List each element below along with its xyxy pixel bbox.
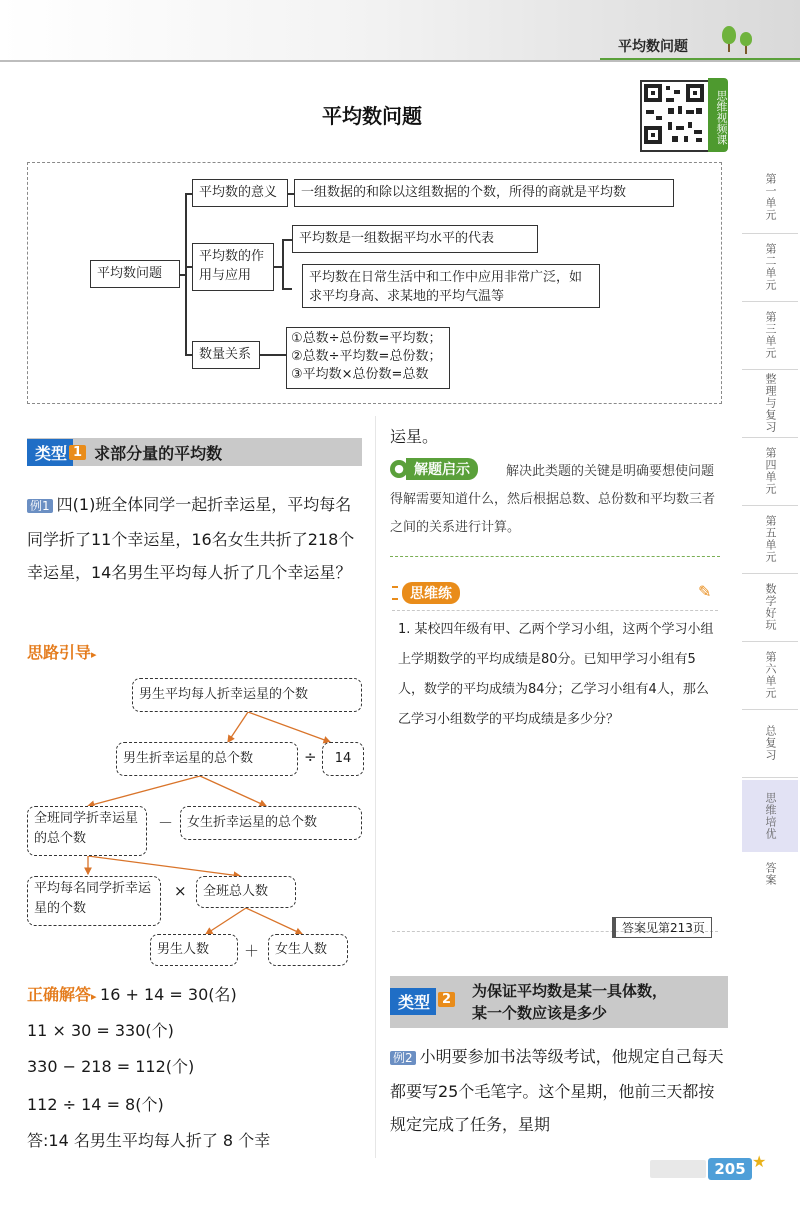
type2-title <box>472 980 667 1024</box>
conclusion: 答:14 名男生平均每人折了 8 个幸 <box>27 1131 271 1150</box>
type2-num: 2 <box>438 992 455 1007</box>
map-branch-usage: 平均数的作用与应用 <box>192 243 274 291</box>
hint-text: 解决此类题的关键是明确要想使问题得解需要知道什么，然后根据总数、总份数和平均数三者之间的关系进行计算。 <box>390 464 716 535</box>
formula-3: ③平均数×总份数=总数 <box>291 367 429 382</box>
formula-2: ②总数÷平均数=总份数； <box>291 349 442 364</box>
map-leaf: 平均数是一组数据平均水平的代表 <box>292 225 538 253</box>
tab-unit-3[interactable]: 第三单元 <box>764 311 777 359</box>
answer-line-1 <box>27 978 367 1013</box>
step-2: 11 × 30 = 330(个) <box>27 1021 174 1040</box>
map-branch-meaning: 平均数的意义 <box>192 179 288 207</box>
type1-tag: 类型 <box>27 439 73 466</box>
map-leaf: 一组数据的和除以这组数据的个数，所得的商就是平均数 <box>294 179 674 207</box>
practice-label: 思维练 <box>402 582 460 604</box>
conclusion-cont: 运星。 <box>390 427 439 446</box>
op-minus: － <box>158 814 174 832</box>
flow-node-14: 14 <box>322 742 364 776</box>
flow-node-class-total: 全班同学折幸运星的总个数 <box>27 806 147 856</box>
tab-unit-4[interactable]: 第四单元 <box>764 447 777 495</box>
step-1: 16 + 14 = 30(名) <box>100 985 237 1004</box>
decor-lines <box>392 586 398 600</box>
answer-label: 正确解答 <box>27 985 92 1004</box>
arrow-icon: ▸ <box>91 648 97 661</box>
op-plus: ＋ <box>244 942 260 960</box>
step-4: 112 ÷ 14 = 8(个) <box>27 1095 164 1114</box>
example1-text: 四(1)班全体同学一起折幸运星，平均每名同学折了11个幸运星，16名女生共折了218个幸运星，14名男生平均每人折了几个幸运星？ <box>27 495 355 582</box>
footer-badge <box>650 1160 706 1178</box>
op-divide: ÷ <box>304 748 317 766</box>
type1-num: 1 <box>69 445 86 460</box>
tab-general-review[interactable]: 总复习 <box>764 725 777 761</box>
flow-node-female-total: 女生折幸运星的总个数 <box>180 806 362 840</box>
tab-unit-2[interactable]: 第二单元 <box>764 243 777 291</box>
header-section-title: 平均数问题 <box>618 39 688 55</box>
formula-1: ①总数÷总份数=平均数； <box>291 331 442 346</box>
type2-tag: 类型 <box>390 988 436 1015</box>
guide-label-text: 思路引导 <box>27 643 92 662</box>
page-title: 平均数问题 <box>322 104 422 128</box>
step-3: 330 − 218 = 112(个) <box>27 1057 195 1076</box>
tab-unit-6[interactable]: 第六单元 <box>764 651 777 699</box>
flow-node-avg-per-student: 平均每名同学折幸运星的个数 <box>27 876 161 926</box>
tab-answers[interactable]: 答案 <box>764 862 777 886</box>
lightbulb-icon: ● <box>390 460 408 478</box>
practice-question[interactable]: 1. 某校四年级有甲、乙两个学习小组，这两个学习小组上学期数学的平均成绩是80分。已知甲学习小组有5人，数学的平均成绩为84分；乙学习小组有4人，那么乙学习小组数学的平均成绩是多少分？ <box>398 622 714 727</box>
tab-review[interactable]: 整理与复习 <box>764 373 777 433</box>
tab-unit-5[interactable]: 第五单元 <box>764 515 777 563</box>
flow-node-boys: 男生人数 <box>150 934 238 966</box>
answer-reference[interactable]: 答案见第213页 <box>612 917 712 938</box>
example1-tag: 例1 <box>27 499 53 513</box>
hint-label: 解题启示 <box>406 458 478 480</box>
type2-title-line2: 某一个数应该是多少 <box>472 1004 608 1022</box>
map-branch-relations: 数量关系 <box>192 341 260 369</box>
page-number: 205 <box>708 1158 752 1180</box>
pencil-icon: ✎ <box>698 582 712 601</box>
flow-node-girls: 女生人数 <box>268 934 348 966</box>
hint-box <box>390 458 720 557</box>
practice-header <box>392 582 460 604</box>
type2-heading-band <box>390 976 728 1028</box>
map-leaf: 平均数在日常生活中和工作中应用非常广泛，如求平均身高、求某地的平均气温等 <box>302 264 600 308</box>
example2-text: 小明要参加书法等级考试，他规定自己每天都要写25个毛笔字。这个星期，他前三天都按规定完成了任务，星期 <box>390 1047 724 1134</box>
flow-node-male-avg: 男生平均每人折幸运星的个数 <box>132 678 362 712</box>
arrow-icon: ▸ <box>91 990 101 1003</box>
tab-unit-1[interactable]: 第一单元 <box>764 173 777 221</box>
type2-title-line1: 为保证平均数是某一具体数， <box>472 982 668 1000</box>
map-root: 平均数问题 <box>90 260 180 288</box>
star-icon: ★ <box>752 1152 767 1171</box>
flow-node-male-total: 男生折幸运星的总个数 <box>116 742 298 776</box>
example2-tag: 例2 <box>390 1051 416 1065</box>
type1-title: 求部分量的平均数 <box>94 443 223 463</box>
practice-box <box>392 610 718 932</box>
tab-thinking-advance[interactable]: 思维培优 <box>742 780 798 852</box>
tab-math-fun[interactable]: 数学好玩 <box>764 583 777 631</box>
qr-side-label: 思维视频课 <box>708 78 728 152</box>
op-times: × <box>174 882 187 900</box>
example2 <box>390 1040 730 1141</box>
flow-node-class-count: 全班总人数 <box>196 876 296 908</box>
